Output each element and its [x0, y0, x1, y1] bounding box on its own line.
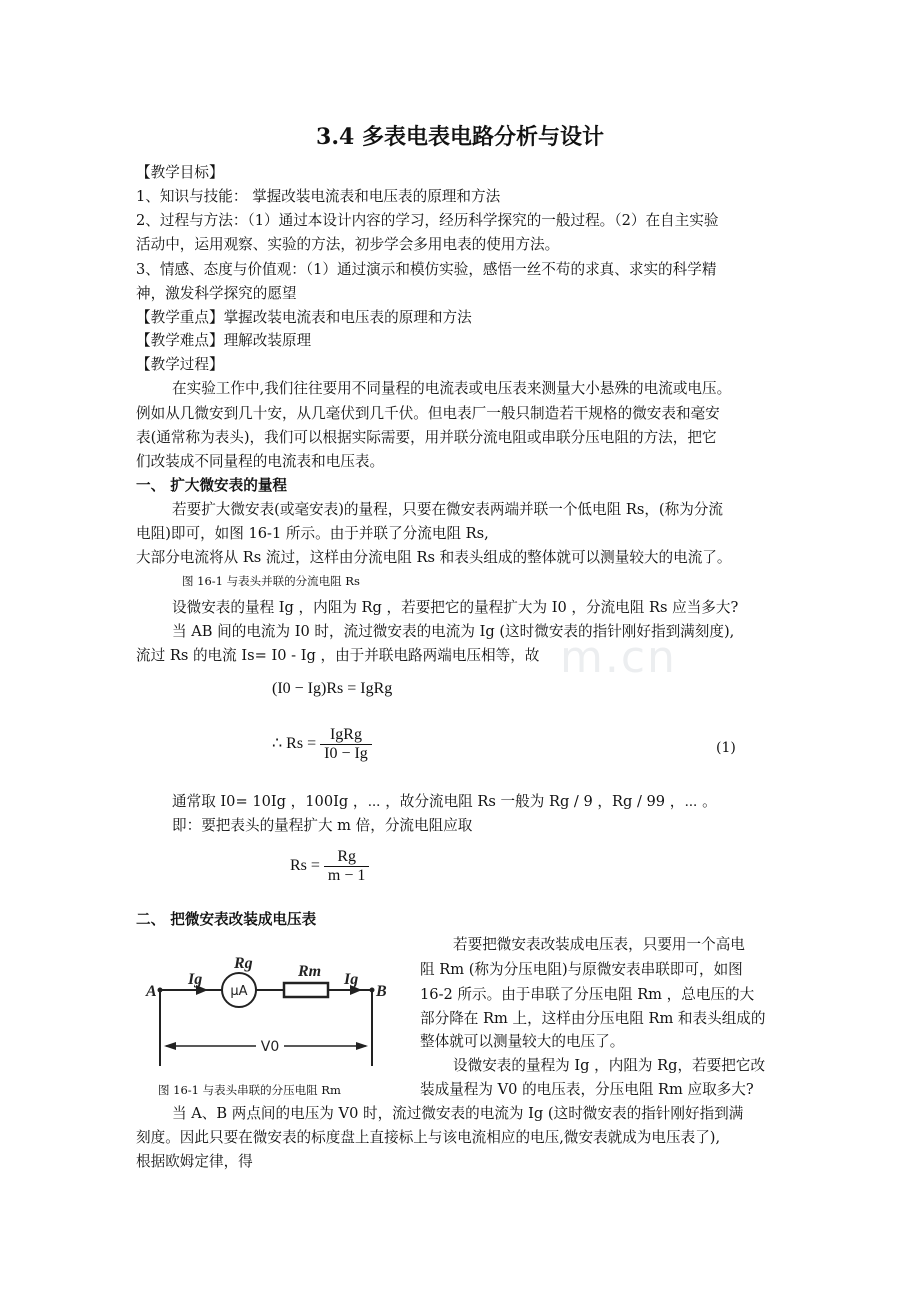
current-ig-label-right: Ig: [344, 971, 359, 988]
watermark: m.cn: [560, 632, 677, 683]
objectives-heading: 【教学目标】: [136, 164, 224, 181]
objective-1: 1、知识与技能： 掌握改装电流表和电压表的原理和方法: [136, 188, 501, 205]
s2-right-line-3: 16-2 所示。由于串联了分压电阻 Rm ，总电压的大: [420, 986, 755, 1003]
s2-right-line-2: 阻 Rm (称为分压电阻)与原微安表串联即可，如图: [420, 961, 743, 978]
s2-paragraph-2-line-3: 根据欧姆定律，得: [136, 1153, 253, 1170]
s1-paragraph-1-line-2: 电阻)即可，如图 16-1 所示。由于并联了分流电阻 Rs,: [136, 525, 489, 542]
s1-paragraph-2: 设微安表的量程 Ig ，内阻为 Rg ，若要把它的量程扩大为 I0 ，分流电阻 Rs 应当多大?: [172, 599, 739, 616]
equation-1-number: (1): [716, 740, 736, 756]
figure-16-1-caption: 图 16-1 与表头并联的分流电阻 Rs: [182, 574, 360, 588]
s2-paragraph-2-line-1: 当 A、B 两点间的电压为 V0 时，流过微安表的电流为 Ig (这时微安表的指针刚好指到满: [172, 1105, 744, 1122]
s1-paragraph-5: 即：要把表头的量程扩大 m 倍，分流电阻应取: [172, 817, 473, 834]
key-point: 【教学重点】掌握改装电流表和电压表的原理和方法: [136, 309, 472, 326]
meter-resistance-label: Rg: [234, 955, 253, 972]
equation-1-numerator: IgRg: [320, 726, 372, 745]
objective-3-line2: 神，激发科学探究的愿望: [136, 285, 297, 302]
s2-right-line-6: 设微安表的量程为 Ig ，内阻为 Rg，若要把它改: [453, 1057, 766, 1074]
s1-paragraph-3-line-2: 流过 Rs 的电流 Is= I0 - Ig ，由于并联电路两端电压相等，故: [136, 647, 540, 664]
page-title: 3.4 多表电表电路分析与设计: [316, 124, 604, 150]
section-2-heading: 二、 把微安表改装成电压表: [136, 911, 317, 928]
s2-right-line-1: 若要把微安表改装成电压表，只要用一个高电: [453, 936, 745, 953]
equation-shunt-resistor: [290, 848, 369, 885]
equation-parallel-voltage: (I0 − Ig)Rs = IgRg: [272, 680, 393, 697]
process-heading: 【教学过程】: [136, 356, 224, 373]
s2-paragraph-2-line-2: 刻度。因此只要在微安表的标度盘上直接标上与该电流相应的电压,微安表就成为电压表了),: [136, 1129, 721, 1146]
voltage-v0-label: V0: [260, 1039, 280, 1055]
difficulty: 【教学难点】理解改装原理: [136, 332, 312, 349]
s1-paragraph-3-line-1: 当 AB 间的电流为 I0 时，流过微安表的电流为 Ig (这时微安表的指针刚好指到满刻度),: [172, 623, 735, 640]
s1-paragraph-4: 通常取 I0= 10Ig ，100Ig ，⋯ ，故分流电阻 Rs 一般为 Rg / 9 ，Rg / 99 ，⋯ 。: [172, 793, 717, 810]
s2-right-line-5: 整体就可以测量较大的电压了。: [420, 1033, 625, 1050]
series-resistor-circuit-diagram: [144, 948, 387, 1072]
objective-3-line1: 3、情感、态度与价值观：（1）通过演示和模仿实验，感悟一丝不苟的求真、求实的科学精: [136, 261, 717, 278]
section-1-heading: 一、 扩大微安表的量程: [136, 477, 288, 494]
s2-right-line-4: 部分降在 Rm 上，这样由分压电阻 Rm 和表头组成的: [420, 1010, 766, 1027]
current-ig-label-left: Ig: [188, 971, 203, 988]
equation-1-fraction: [320, 726, 372, 763]
objective-2-line2: 活动中，运用观察、实验的方法，初步学会多用电表的使用方法。: [136, 236, 560, 253]
s1-paragraph-1-line-1: 若要扩大微安表(或毫安表)的量程，只要在微安表两端并联一个低电阻 Rs，(称为分流: [172, 501, 723, 518]
equation-1-lhs: ∴ Rs =: [272, 735, 317, 753]
intro-line-2: 例如从几微安到几十安，从几毫伏到几千伏。但电表厂一般只制造若干规格的微安表和毫安: [136, 405, 720, 422]
equation-shunt-denominator: m − 1: [327, 867, 366, 884]
intro-line-4: 们改装成不同量程的电流表和电压表。: [136, 453, 385, 470]
equation-1-denominator: I0 − Ig: [324, 745, 368, 762]
equation-shunt-fraction: [324, 848, 369, 885]
intro-line-1: 在实验工作中,我们往往要用不同量程的电流表或电压表来测量大小悬殊的电流或电压。: [172, 380, 732, 397]
objective-2-line1: 2、过程与方法：（1）通过本设计内容的学习，经历科学探究的一般过程。（2）在自主实验: [136, 212, 719, 229]
node-b-label: B: [376, 983, 387, 1000]
equation-shunt-numerator: Rg: [324, 848, 369, 867]
microammeter-symbol: μA: [230, 984, 248, 999]
equation-shunt-lhs: Rs =: [290, 857, 320, 875]
s2-right-line-7: 装成量程为 V0 的电压表，分压电阻 Rm 应取多大?: [420, 1081, 754, 1098]
s1-paragraph-1-line-3: 大部分电流将从 Rs 流过，这样由分流电阻 Rs 和表头组成的整体就可以测量较大的电流了。: [136, 549, 732, 566]
intro-line-3: 表(通常称为表头)，我们可以根据实际需要，用并联分流电阻或串联分压电阻的方法，把它: [136, 429, 717, 446]
figure-16-2-caption: 图 16-1 与表头串联的分压电阻 Rm: [158, 1083, 341, 1097]
series-resistor-label: Rm: [298, 963, 322, 980]
node-a-label: A: [146, 983, 157, 1000]
equation-1: [272, 726, 372, 763]
